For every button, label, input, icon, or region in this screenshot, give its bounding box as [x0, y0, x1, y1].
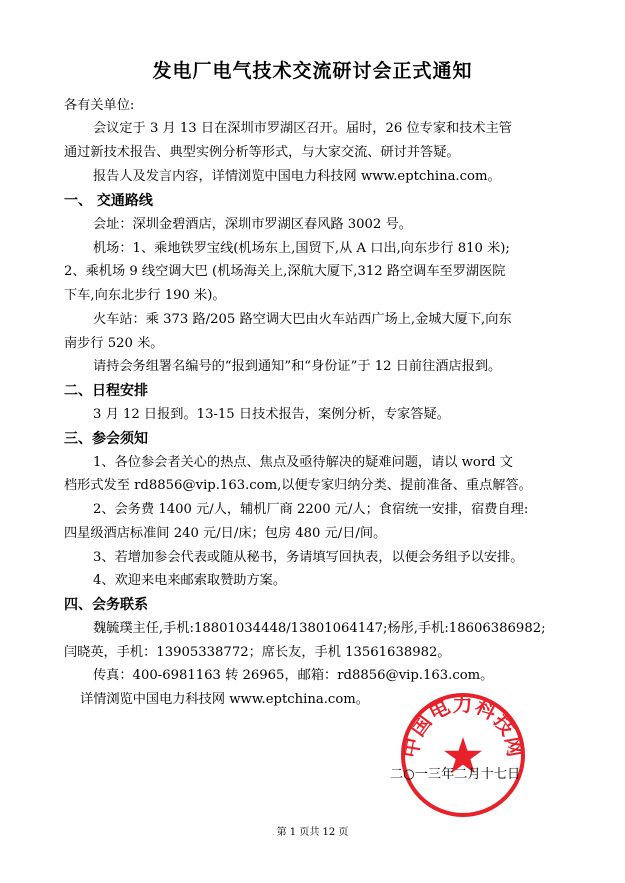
section3-line: 1、各位参会者关心的热点、焦点及亟待解决的疑难问题，请以 word 文: [93, 455, 513, 470]
section4-line: 详情浏览中国电力科技网 www.eptchina.com。: [80, 692, 369, 707]
section4-heading: 四、会务联系: [64, 597, 148, 613]
seal-text-path: 中国电力科技网: [398, 691, 528, 760]
section3-line: 档形式发至 rd8856@vip.163.com,以便专家归纳分类、提前准备、重点解答。: [64, 478, 532, 493]
section2-heading: 二、日程安排: [64, 383, 148, 399]
section1-line: 请持会务组署名编号的“报到通知”和“身份证”于 12 日前往酒店报到。: [93, 359, 502, 374]
section4-line: 闫晓英，手机：13905338772；席长友，手机 13561638982。: [64, 645, 451, 660]
section1-heading: 一、 交通路线: [64, 193, 153, 209]
intro-line-1: 会议定于 3 月 13 日在深圳市罗湖区召开。届时，26 位专家和技术主管: [93, 121, 512, 136]
salutation: 各有关单位:: [64, 98, 135, 113]
section1-line: 火车站：乘 373 路/205 路空调大巴由火车站西广场上,金城大厦下,向东: [93, 312, 512, 327]
section4-line: 传真：400-6981163 转 26965，邮箱：rd8856@vip.163.com。: [93, 668, 494, 683]
issue-date: 二○一三年二月十七日: [390, 767, 521, 782]
section4-line: 魏毓璞主任,手机:18801034448/13801064147;杨彤,手机:18606386982;: [93, 621, 546, 636]
intro-line-3: 报告人及发言内容，详情浏览中国电力科技网 www.eptchina.com。: [93, 169, 501, 184]
section3-line: 3、若增加参会代表或随从秘书，务请填写回执表，以便会务组予以安排。: [93, 550, 524, 565]
section3-line: 4、欢迎来电来邮索取赞助方案。: [93, 573, 287, 588]
intro-line-2: 通过新技术报告、典型实例分析等形式，与大家交流、研讨并答疑。: [64, 145, 460, 160]
official-seal: [398, 690, 528, 820]
section1-line: 南步行 520 米。: [64, 336, 164, 351]
section1-line: 会址：深圳金碧酒店，深圳市罗湖区春风路 3002 号。: [93, 217, 412, 232]
section3-line: 2、会务费 1400 元/人，辅机厂商 2200 元/人；食宿统一安排，宿费自理:: [93, 502, 529, 517]
document-title: 发电厂电气技术交流研讨会正式通知: [152, 60, 473, 82]
section3-line: 四星级酒店标准间 240 元/日/床；包房 480 元/日/间。: [64, 526, 387, 541]
section2-line: 3 月 12 日报到。13-15 日技术报告，案例分析，专家答疑。: [93, 407, 450, 422]
section3-heading: 三、参会须知: [64, 431, 148, 447]
section1-line: 2、乘机场 9 线空调大巴 (机场海关上,深航大厦下,312 路空调车至罗湖医院: [64, 264, 506, 279]
page-footer: 第 1 页共 12 页: [276, 827, 349, 838]
section1-line: 机场：1、乘地铁罗宝线(机场东上,国贸下,从 A 口出,向东步行 810 米);: [93, 241, 510, 256]
section1-line: 下车,向东北步行 190 米)。: [64, 288, 226, 303]
